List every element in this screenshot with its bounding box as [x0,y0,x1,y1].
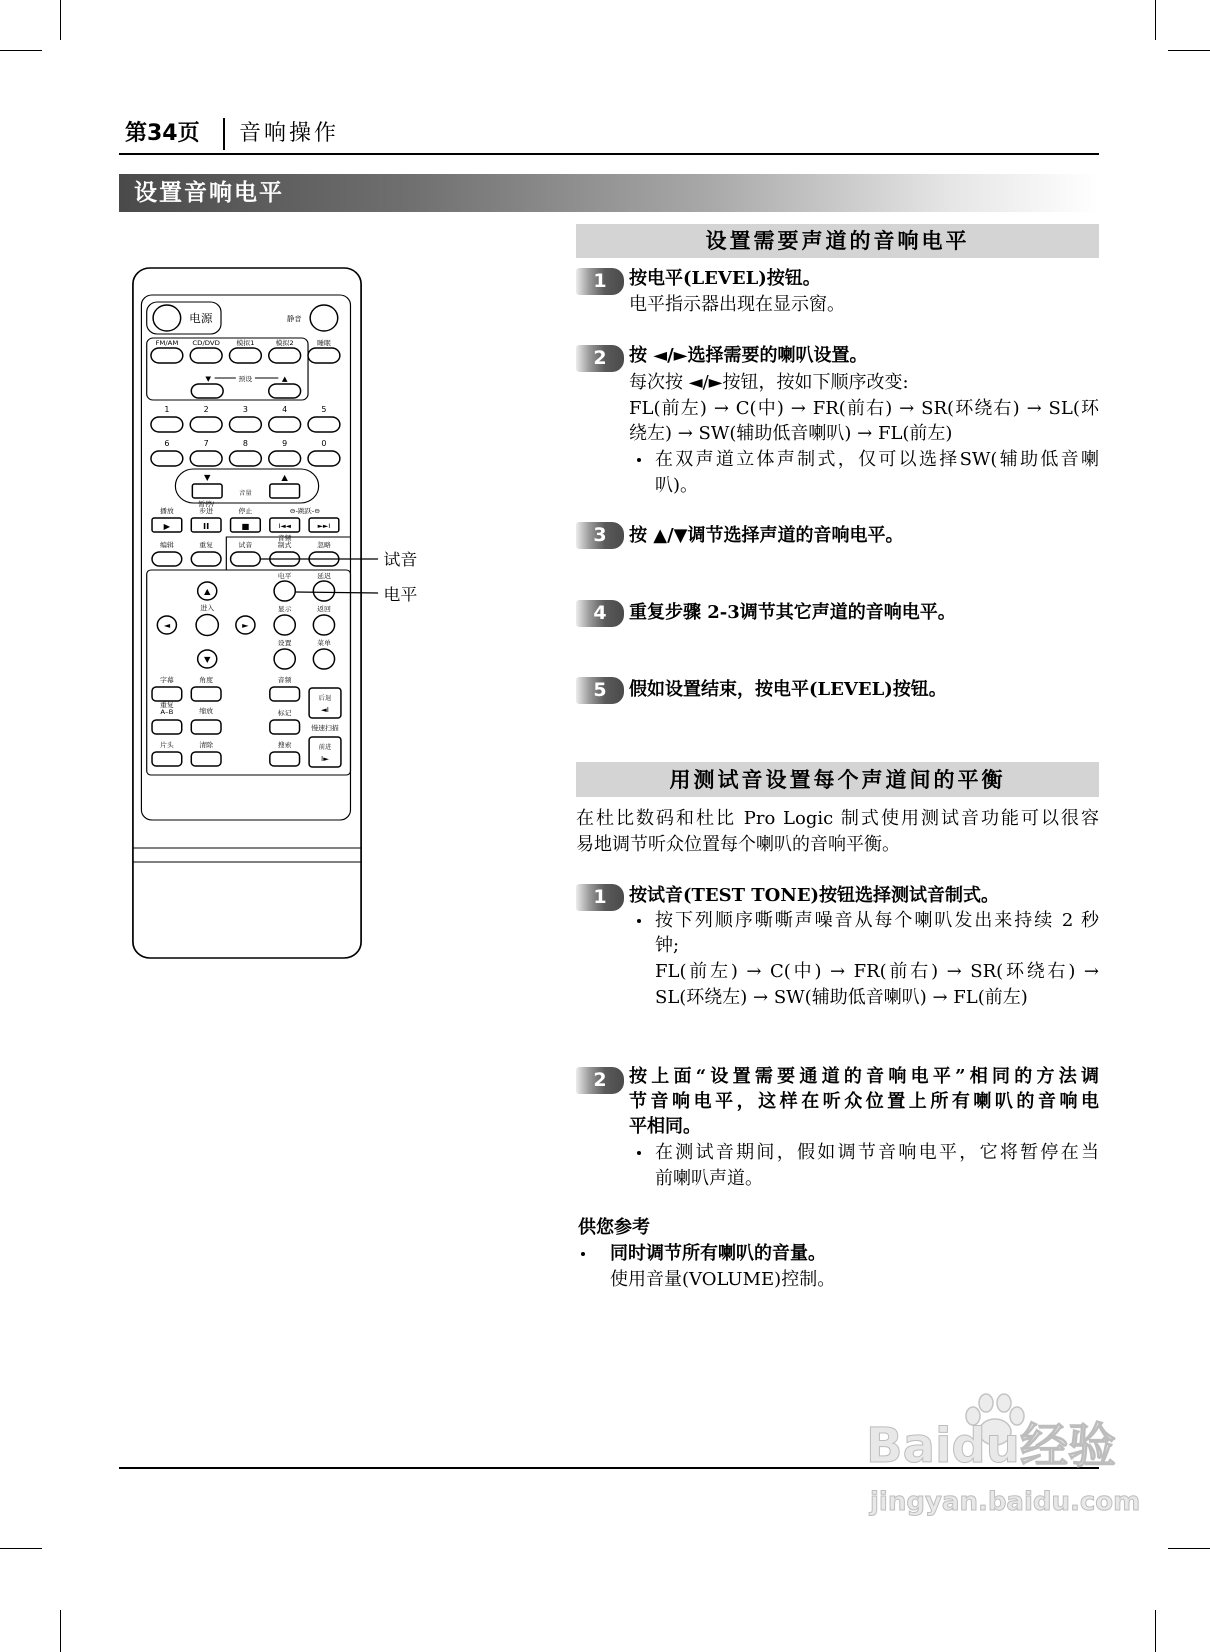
volume-label: 音量 [239,490,252,497]
enter-label: 进入 [200,604,215,612]
bullet-dot [637,919,641,923]
pause-button [191,518,221,532]
edit-button [152,552,182,566]
audio-button [270,687,300,701]
sound-mode-label-line2: 制式 [277,541,292,549]
preset-down-icon: ▼ [205,374,212,383]
title-label: 片头 [159,741,174,749]
volume-down-button [192,484,222,498]
section-title: 设置音响电平 [134,179,284,206]
fm-am-label: FM/AM [155,339,179,347]
edit-label: 编辑 [159,541,174,549]
digit-1-label: 1 [164,405,170,414]
skip-next-icon: ►►I [317,522,331,530]
digit-7-label: 7 [203,439,209,448]
step-detail-line: FL(前左) → C(中) → FR(前右) → SR(环绕右) → SL(环 [629,398,1099,419]
right-button [236,616,255,634]
section-title-bar [119,174,1099,212]
repeat-button [191,552,221,566]
level-callout: 电平 [383,585,418,604]
setup-button [274,649,295,669]
down-button [198,650,217,668]
digit-1-button [151,417,183,432]
reference-item: 同时调节所有喇叭的音量。 [610,1243,826,1264]
skip-prev-button [270,518,300,532]
digit-3-label: 3 [242,405,248,414]
step-title: 假如设置结束，按电平(LEVEL)按钮。 [629,679,947,700]
step-badge: 1 [576,268,624,295]
digit-9-label: 9 [282,439,288,448]
subtitle-label: 字幕 [159,676,174,684]
step-badge: 3 [576,522,624,549]
bullet-line: 叭)。 [655,475,699,496]
sleep-button [308,348,340,363]
right-arrow-icon: ► [242,620,249,630]
digit-5-label: 5 [321,405,327,414]
test-tone-callout: 试音 [383,550,418,569]
step-badge: 5 [576,677,624,704]
mute-label: 静音 [286,314,302,323]
skip-prev-icon: I◄◄ [278,522,291,530]
stop-label: 停止 [238,507,253,515]
step-title: 按上面“设置需要通道的音响电平”相同的方法调 [629,1066,1099,1087]
bullet-line: FL(前左) → C(中) → FR(前右) → SR(环绕右) → [655,961,1099,982]
menu-label: 菜单 [317,639,331,647]
up-button [198,582,217,600]
repeat-ab-label-line1: 重复 [159,701,174,709]
preset-down-button [191,384,223,398]
watermark-url: jingyan.baidu.com [870,1487,1141,1517]
subtitle-button [152,687,182,701]
step-badge: 4 [576,600,624,627]
search-label: 搜索 [277,741,292,749]
delay-label: 延迟 [317,572,331,580]
header-rule [119,153,1099,155]
volume-up-button [270,484,300,498]
intro-line: 在杜比数码和杜比 Pro Logic 制式使用测试音功能可以很容 [576,808,1099,829]
skip-label: ⊖-跳跃-⊖ [289,507,320,515]
display-button [274,615,295,635]
remote-body [133,268,361,958]
analog2-label: 模拟2 [275,339,294,347]
bullet-line: SL(环绕左) → SW(辅助低音喇叭) → FL(前左) [655,987,1028,1008]
step-badge: 2 [576,345,624,372]
level-label: 电平 [277,572,292,580]
enter-button [196,615,218,636]
digit-5-button [308,417,340,432]
cd-dvd-label: CD/DVD [192,339,220,347]
repeat-ab-label-line2: A–B [160,708,174,716]
slow-scan-label: 慢速扫描 [311,724,339,732]
crop-mark-top-right-v [1155,0,1156,40]
digit-6-button [151,451,183,466]
step-title: 重复步骤 2-3调节其它声道的音响电平。 [629,602,956,623]
crop-mark-bottom-left-h [0,1548,42,1549]
digit-4-label: 4 [282,405,288,414]
volume-up-icon: ▲ [281,472,288,482]
crop-mark-top-left-h [0,50,42,51]
sleep-label: 睡眠 [317,339,331,347]
zoom-label: 缩放 [199,707,214,715]
menu-button [313,649,334,669]
left-button [157,616,176,634]
crop-mark-bottom-right-v [1155,1610,1156,1652]
bullet-dot [581,1252,585,1256]
clear-button [191,752,221,766]
crop-mark-top-right-h [1168,50,1210,51]
preset-up-button [269,384,301,398]
slow-forward-icon: I► [321,754,329,763]
return-button [313,615,334,635]
digit-9-button [269,451,301,466]
delay-button [313,581,334,601]
digit-3-button [229,417,261,432]
fm-am-button [151,348,183,363]
step-detail-line: 每次按 ◄/►按钮，按如下顺序改变: [629,372,909,393]
step-title: 节音响电平，这样在听众位置上所有喇叭的音响电 [629,1091,1099,1112]
bullet-dot [637,458,641,462]
up-arrow-icon: ▲ [203,586,211,596]
digit-8-label: 8 [242,439,248,448]
pause-label-line2: 步进 [199,507,214,515]
bullet-line: 在测试音期间，假如调节音响电平，它将暂停在当 [655,1142,1099,1163]
mark-button [270,720,300,734]
title-button [152,752,182,766]
zoom-button [191,720,221,734]
volume-down-icon: ▼ [203,472,211,482]
pause-icon: II [202,521,210,531]
step-detail-line: 绕左) → SW(辅助低音喇叭) → FL(前左) [629,423,953,444]
setup-label: 设置 [277,639,292,647]
level-button [274,581,295,601]
slow-back-icon: ◄I [321,705,329,714]
digit-2-label: 2 [203,405,209,414]
left-arrow-icon: ◄ [163,620,171,630]
slow-forward-label: 前进 [318,744,332,751]
bullet-line: 钟; [655,935,680,956]
slow-back-label: 后退 [318,695,332,702]
skip-next-button [309,518,339,532]
crop-mark-bottom-right-h [1168,1548,1210,1549]
angle-button [191,687,221,701]
cd-dvd-button [190,348,222,363]
digit-4-button [269,417,301,432]
remote-control-illustration [117,260,446,970]
bullet-line: 在双声道立体声制式，仅可以选择SW(辅助低音喇 [655,449,1099,470]
slow-forward-button [309,737,341,767]
repeat-ab-button [152,720,182,734]
play-button [152,518,182,532]
crop-mark-top-left-v [60,0,61,40]
pause-label-line1: 暂停/ [198,500,215,508]
digit-6-label: 6 [164,439,170,448]
watermark-logo: Baidu经验 [866,1418,1116,1474]
step-title: 按 ◄/►选择需要的喇叭设置。 [629,345,868,366]
slow-back-button [309,688,341,718]
display-label: 显示 [277,605,292,613]
step-badge: 1 [576,884,624,911]
test-tone-label: 试音 [238,541,253,549]
clear-label: 清除 [199,741,214,749]
stop-button [231,518,261,532]
power-button [153,305,181,331]
play-icon: ▶ [163,521,171,531]
sound-mode-label-line1: 音频 [277,534,292,542]
search-button [270,752,300,766]
bullet-line: 前喇叭声道。 [655,1168,763,1189]
page-number: 第34页 [125,121,200,146]
header-separator [223,118,225,150]
power-label: 电源 [189,311,213,325]
step-detail-line: 电平指示器出现在显示窗。 [629,294,845,315]
reference-detail: 使用音量(VOLUME)控制。 [610,1269,836,1290]
crop-mark-bottom-left-v [60,1610,61,1652]
play-label: 播放 [159,507,174,515]
test-tone-button [231,552,261,566]
intro-line: 易地调节听众位置每个喇叭的音响平衡。 [576,834,900,855]
chapter-title: 音响操作 [239,121,340,146]
analog1-button [229,348,261,363]
reference-heading: 供您参考 [578,1217,650,1238]
bullet-line: 按下列顺序嘶嘶声噪音从每个喇叭发出来持续 2 秒 [655,910,1099,931]
step-title: 按试音(TEST TONE)按钮选择测试音制式。 [629,885,1000,906]
digit-0-label: 0 [321,439,327,448]
return-label: 返回 [317,605,331,613]
digit-2-button [190,417,222,432]
stop-icon: ■ [241,521,250,531]
audio-label: 音频 [277,676,292,684]
part2-heading: 用测试音设置每个声道间的平衡 [576,762,1099,797]
analog2-button [269,348,301,363]
part1-heading: 设置需要声道的音响电平 [576,224,1099,258]
step-title: 按 ▲/▼调节选择声道的音响电平。 [629,525,904,546]
mark-label: 标记 [277,709,292,717]
digit-8-button [229,451,261,466]
preset-label: 预设 [238,375,253,383]
ignore-label: 忽略 [317,541,331,549]
mute-button [310,305,338,331]
digit-0-button [308,451,340,466]
analog1-label: 模拟1 [236,339,255,347]
repeat-label: 重复 [199,541,214,549]
step-title: 平相同。 [629,1116,701,1137]
step-badge: 2 [576,1067,624,1094]
down-arrow-icon: ▼ [203,654,211,664]
digit-7-button [190,451,222,466]
preset-up-icon: ▲ [281,374,288,383]
bullet-dot [637,1151,641,1155]
step-title: 按电平(LEVEL)按钮。 [629,268,821,289]
angle-label: 角度 [199,676,214,684]
